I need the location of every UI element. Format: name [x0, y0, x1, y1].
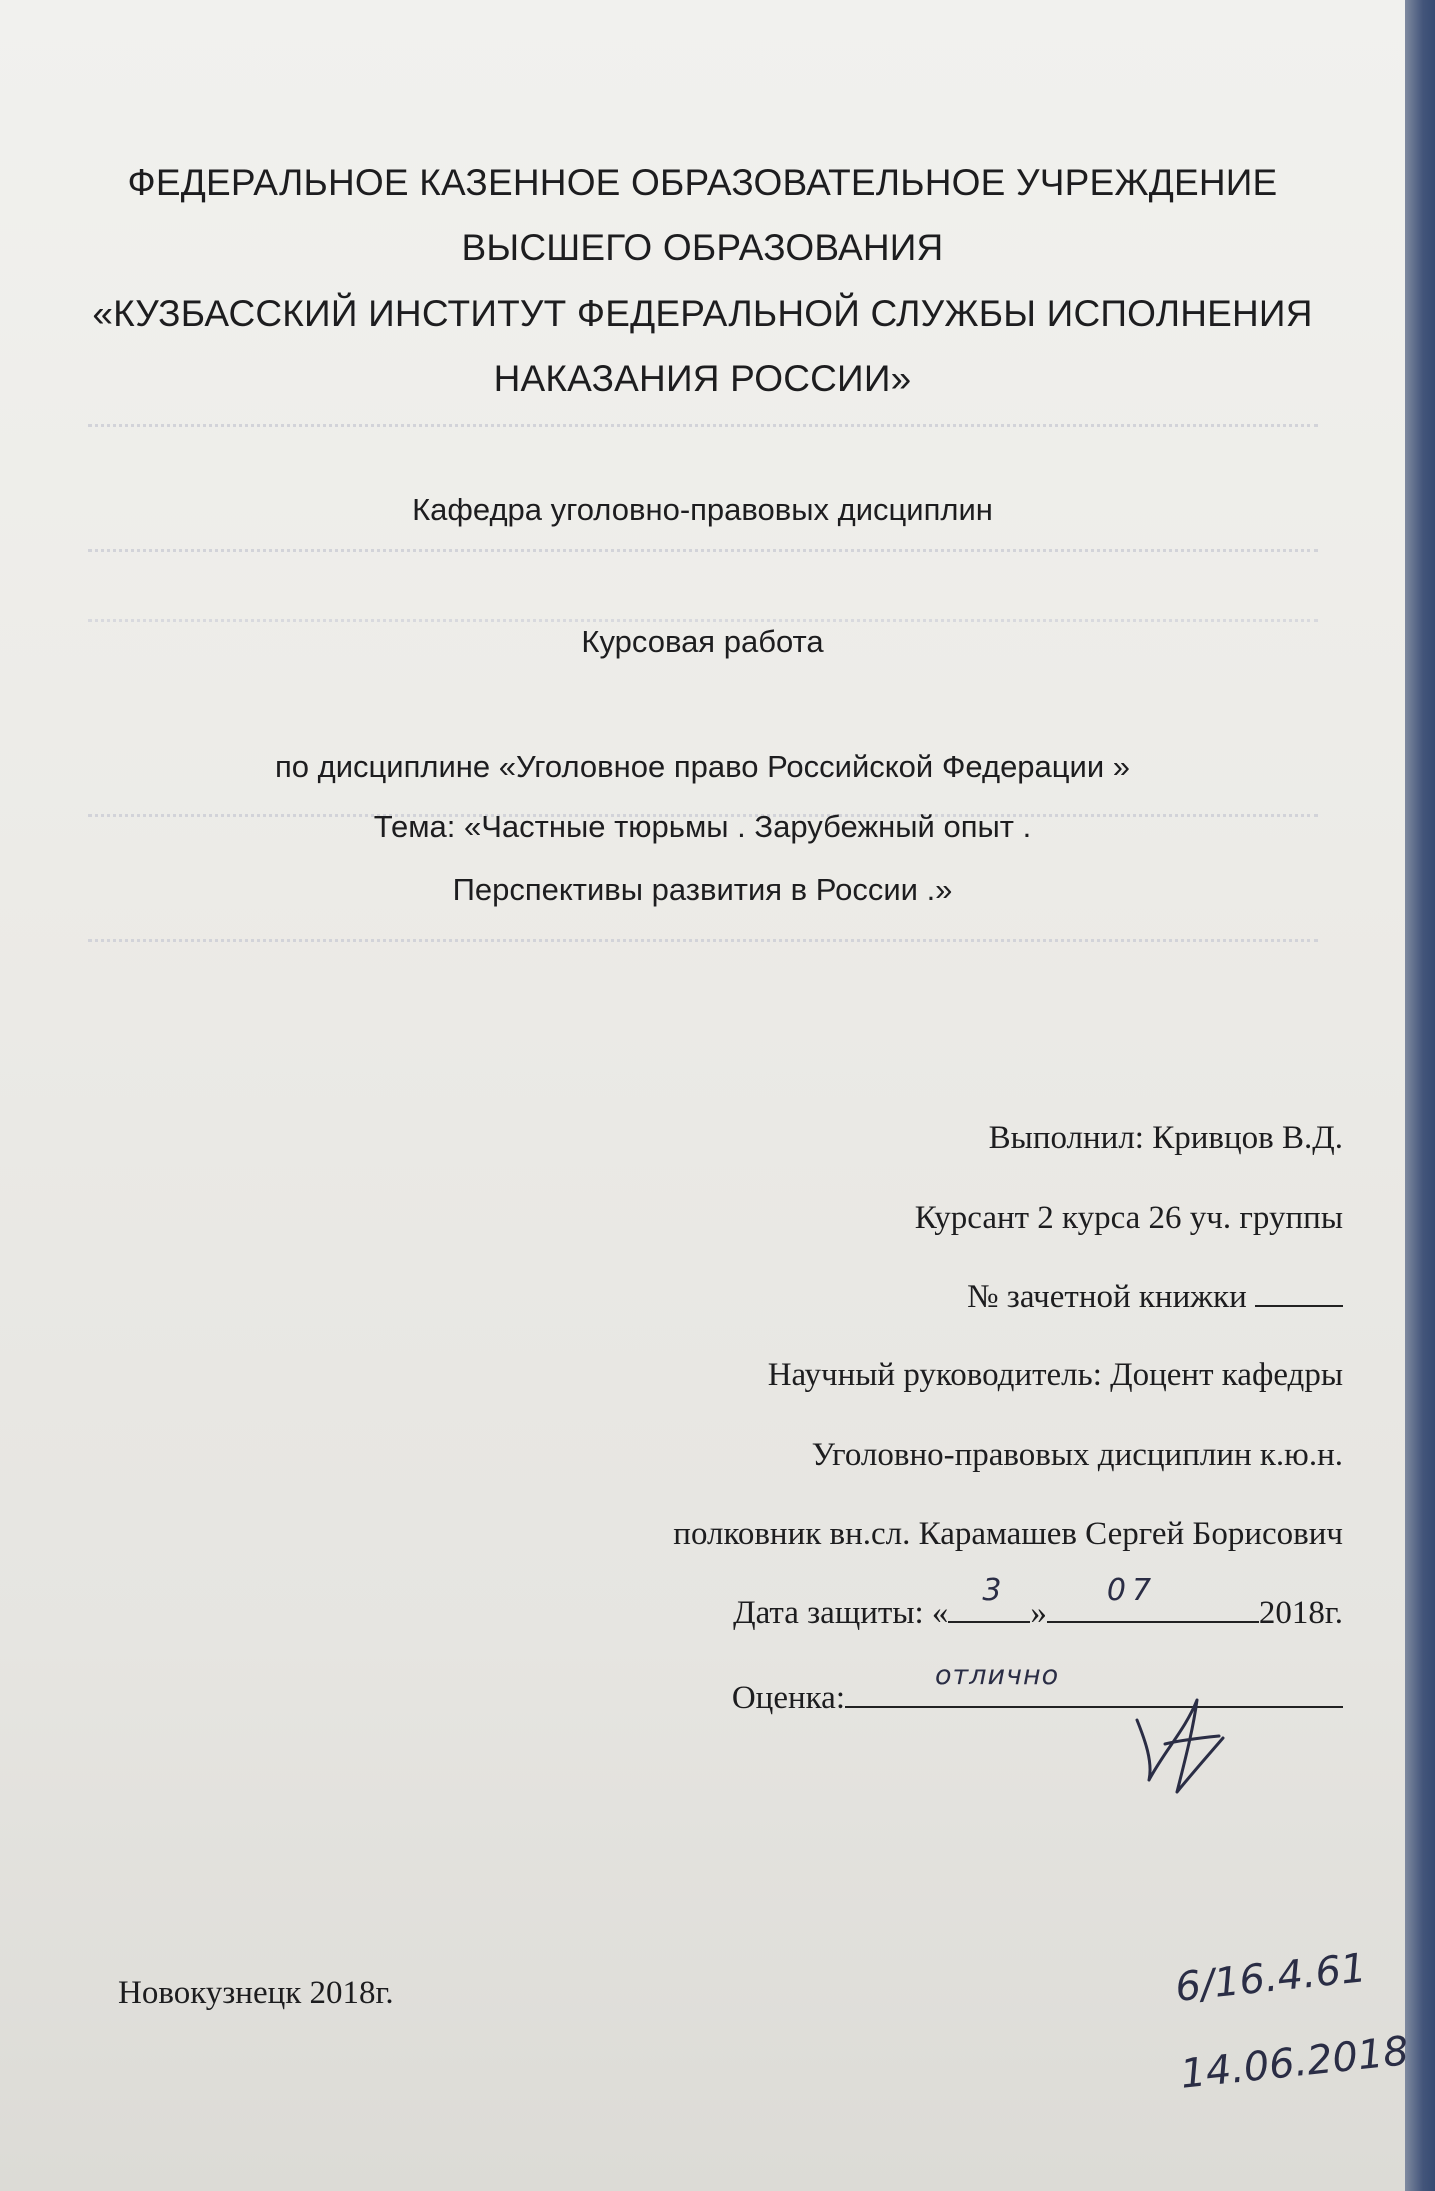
- institution-line-1: ФЕДЕРАЛЬНОЕ КАЗЕННОЕ ОБРАЗОВАТЕЛЬНОЕ УЧРЕЖДЕНИЕ: [127, 162, 1278, 203]
- department-name: Кафедра уголовно-правовых дисциплин: [412, 492, 993, 527]
- defense-day-handwritten: 3: [982, 1573, 1002, 1608]
- defense-date: [733, 1573, 1343, 1632]
- registration-date: 14.06.2018: [1178, 2028, 1411, 2098]
- defense-day-blank: [948, 1573, 1030, 1623]
- grade-row: [731, 1660, 1343, 1717]
- defense-month-handwritten: 07: [1106, 1573, 1158, 1608]
- record-book-number: [967, 1279, 1343, 1316]
- institution-line-4: НАКАЗАНИЯ РОССИИ»: [493, 358, 912, 399]
- city-year: Новокузнецк 2018г.: [118, 1975, 394, 2011]
- supervisor-line-2: Уголовно-правовых дисциплин к.ю.н.: [811, 1437, 1343, 1473]
- signature-icon: [1125, 1680, 1235, 1800]
- discipline-line: по дисциплине «Уголовное право Российской Федерации »: [274, 749, 1131, 784]
- grade-handwritten: отлично: [935, 1660, 1060, 1691]
- supervisor-line-3: полковник вн.сл. Карамашев Сергей Борисович: [673, 1516, 1343, 1552]
- cadet-group: Курсант 2 курса 26 уч. группы: [914, 1200, 1343, 1236]
- defense-date-label: Дата защиты: «: [733, 1595, 949, 1631]
- institution-line-3: «КУЗБАССКИЙ ИНСТИТУТ ФЕДЕРАЛЬНОЙ СЛУЖБЫ ИСПОЛНЕНИЯ: [92, 293, 1313, 334]
- record-book-blank: [1255, 1279, 1343, 1307]
- defense-month-blank: [1047, 1573, 1259, 1623]
- registration-number: 6/16.4.61: [1173, 1945, 1369, 2011]
- defense-year: 2018г.: [1258, 1595, 1343, 1631]
- work-type: Курсовая работа: [581, 624, 824, 659]
- page-edge-background: [1405, 0, 1435, 2191]
- grade-label: Оценка:: [731, 1680, 845, 1716]
- topic-line-1: Тема: «Частные тюрьмы . Зарубежный опыт .: [373, 809, 1032, 844]
- record-book-label: № зачетной книжки: [967, 1279, 1247, 1315]
- topic-line-2: Перспективы развития в России .»: [452, 872, 953, 907]
- supervisor-line-1: Научный руководитель: Доцент кафедры: [767, 1357, 1343, 1393]
- institution-line-2: ВЫСШЕГО ОБРАЗОВАНИЯ: [461, 227, 944, 268]
- performed-by: Выполнил: Кривцов В.Д.: [988, 1120, 1343, 1156]
- defense-day-close: »: [1030, 1595, 1047, 1631]
- grade-blank: [845, 1660, 1343, 1708]
